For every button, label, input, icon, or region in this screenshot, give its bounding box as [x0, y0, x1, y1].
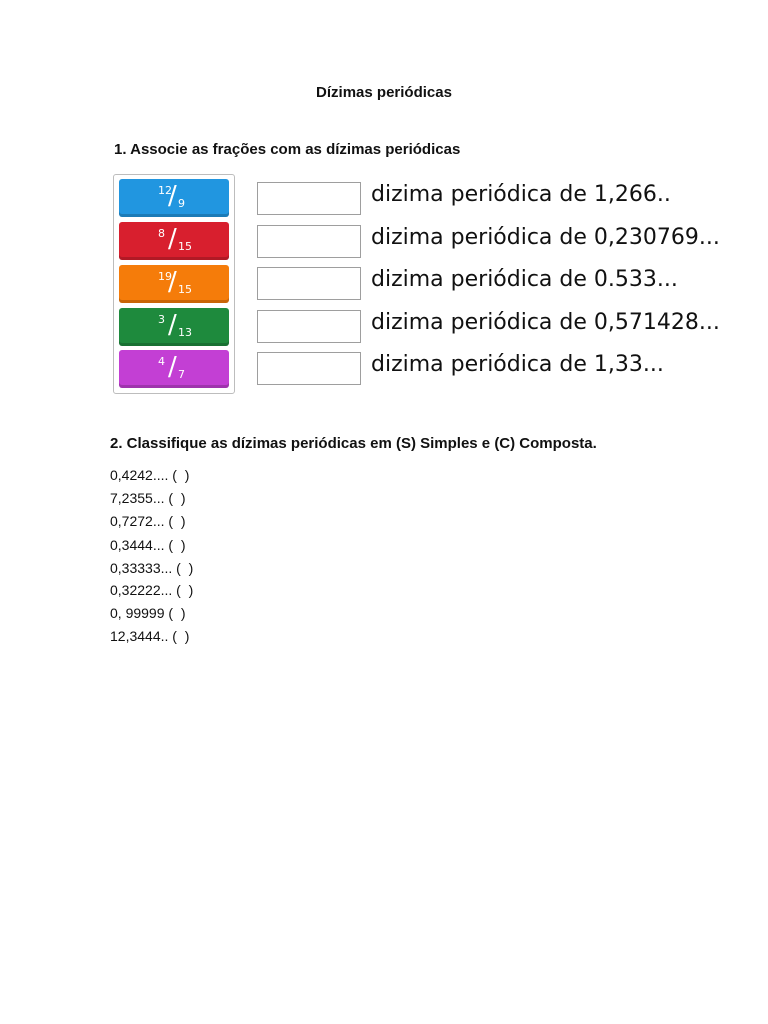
fraction-tile[interactable]: [119, 350, 229, 388]
denominator: 15: [178, 240, 192, 253]
fraction-tile[interactable]: [119, 222, 229, 260]
fraction-tiles-panel: [113, 174, 235, 394]
numerator: 8: [158, 227, 165, 240]
decimal-description: dizima periódica de 0,571428...: [371, 310, 720, 335]
denominator: 13: [178, 326, 192, 339]
numerator: 4: [158, 355, 165, 368]
fraction-tile[interactable]: [119, 308, 229, 346]
decimal-description: dizima periódica de 1,266..: [371, 182, 671, 207]
fraction: [154, 354, 194, 384]
numerator: 19: [158, 270, 172, 283]
fraction-slash: /: [168, 224, 177, 254]
fraction-tile[interactable]: [119, 179, 229, 217]
fraction-slash: /: [168, 181, 177, 211]
fraction: [154, 269, 194, 299]
numerator: 3: [158, 313, 165, 326]
question-1-heading: 1. Associe as frações com as dízimas periódicas: [114, 141, 461, 158]
answer-drop-box[interactable]: [257, 352, 361, 385]
denominator: 15: [178, 283, 192, 296]
denominator: 9: [178, 197, 185, 210]
fraction-tile[interactable]: [119, 265, 229, 303]
answer-drop-box[interactable]: [257, 310, 361, 343]
decimal-description: dizima periódica de 0.533...: [371, 267, 678, 292]
decimal-description: dizima periódica de 1,33...: [371, 352, 664, 377]
answer-drop-box[interactable]: [257, 225, 361, 258]
decimal-description: dizima periódica de 0,230769...: [371, 225, 720, 250]
answer-drop-box[interactable]: [257, 267, 361, 300]
fraction-slash: /: [168, 310, 177, 340]
fraction: [154, 226, 194, 256]
fraction-slash: /: [168, 267, 177, 297]
classification-item: 0,4242.... ( ): [110, 467, 190, 483]
classification-item: 0,7272... ( ): [110, 513, 186, 529]
fraction-slash: /: [168, 352, 177, 382]
fraction: [154, 183, 194, 213]
classification-item: 12,3444.. ( ): [110, 628, 190, 644]
classification-item: 0,32222... ( ): [110, 582, 194, 598]
page-title: Dízimas periódicas: [316, 84, 452, 101]
classification-item: 7,2355... ( ): [110, 490, 186, 506]
answer-drop-box[interactable]: [257, 182, 361, 215]
question-2-heading: 2. Classifique as dízimas periódicas em (S) Simples e (C) Composta.: [110, 435, 597, 452]
classification-item: 0,33333... ( ): [110, 560, 194, 576]
denominator: 7: [178, 368, 185, 381]
numerator: 12: [158, 184, 172, 197]
fraction: [154, 312, 194, 342]
classification-item: 0,3444... ( ): [110, 537, 186, 553]
classification-item: 0, 99999 ( ): [110, 605, 186, 621]
